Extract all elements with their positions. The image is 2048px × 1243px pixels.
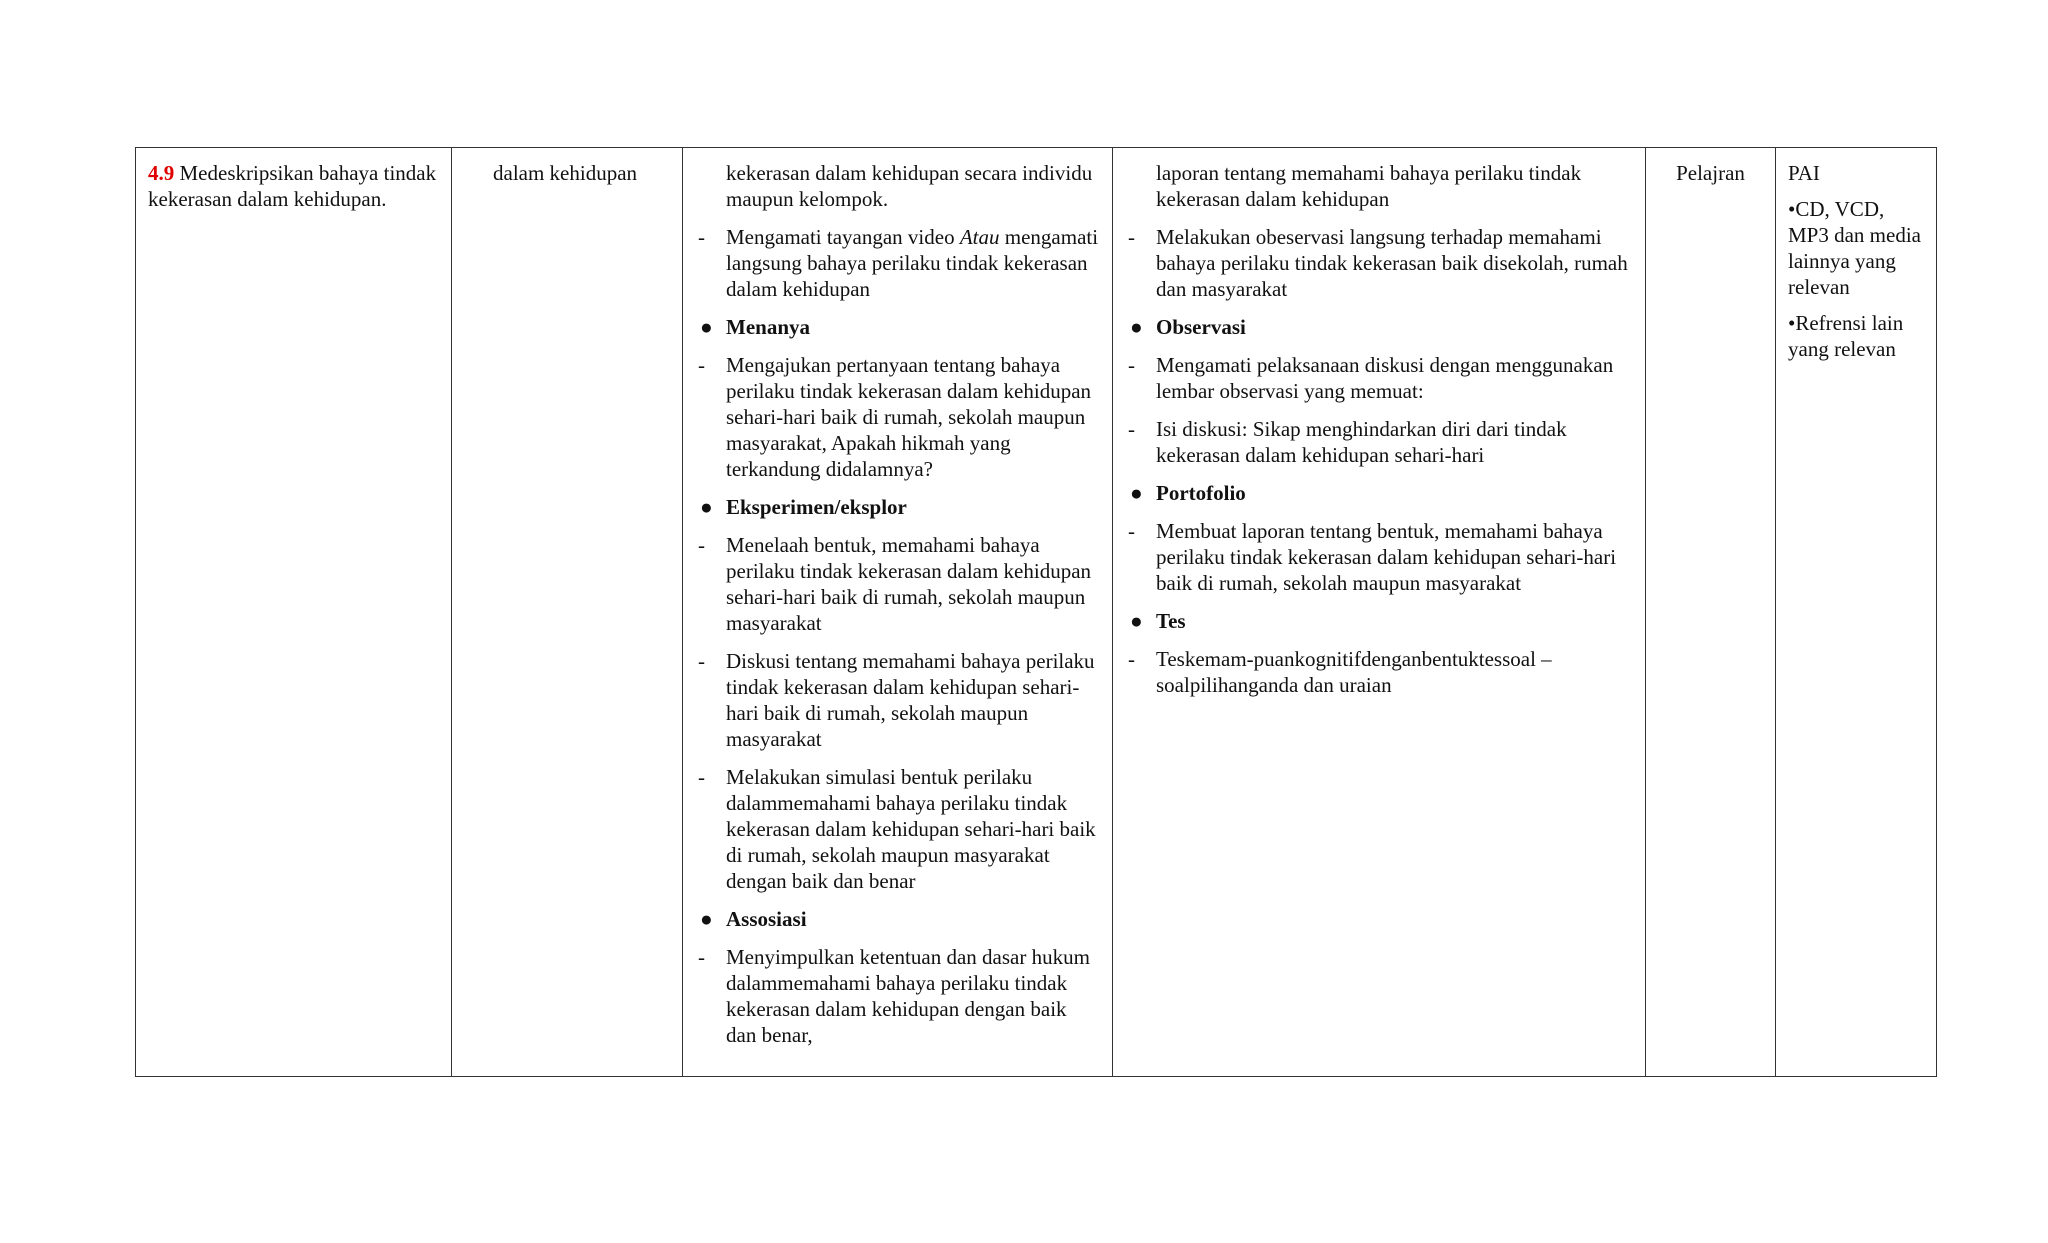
item-text: Membuat laporan tentang bentuk, memahami bahaya perilaku tindak kekerasan dalam kehidupan sehari-hari baik di rumah, sekolah maupun masyarakat <box>1156 519 1617 595</box>
item-text: Teskemam-puankognitifdenganbentuktessoal – soalpilihanganda dan uraian <box>1156 647 1552 697</box>
bullet-icon: ● <box>1130 315 1143 339</box>
materi-cell <box>452 148 683 1077</box>
sumber-item: •Refrensi lain yang relevan <box>1788 311 1904 361</box>
syllabus-table <box>135 147 1937 1077</box>
dash-marker: - <box>698 533 705 557</box>
list-item <box>695 352 1100 482</box>
item-text: mengamati langsung bahaya perilaku tindak kekerasan dalam kehidupan <box>726 225 1099 301</box>
materi-text: dalam kehidupan <box>493 161 638 185</box>
list-item <box>1125 224 1633 302</box>
dash-marker: - <box>698 225 705 249</box>
dash-marker: - <box>1128 647 1135 671</box>
section-heading <box>695 494 1100 520</box>
list-item <box>1125 518 1633 596</box>
heading-text: Portofolio <box>1156 481 1246 505</box>
list-item <box>1125 352 1633 404</box>
penilaian-intro: laporan tentang memahami bahaya perilaku tindak kekerasan dalam kehidupan <box>1156 161 1582 211</box>
list-item <box>695 532 1100 636</box>
section-heading <box>1125 480 1633 506</box>
list-item <box>695 648 1100 752</box>
item-italic-text: Atau <box>959 225 1000 249</box>
list-item <box>695 224 1100 302</box>
list-item <box>695 764 1100 894</box>
dash-marker: - <box>1128 353 1135 377</box>
bullet-icon: ● <box>700 495 713 519</box>
item-text: Melakukan obeservasi langsung terhadap memahami bahaya perilaku tindak kekerasan baik disekolah, rumah dan masyarakat <box>1156 225 1628 301</box>
heading-text: Eksperimen/eksplor <box>726 495 907 519</box>
sumber-item: •CD, VCD, MP3 dan media lainnya yang relevan <box>1788 197 1921 299</box>
item-text: Diskusi tentang memahami bahaya perilaku tindak kekerasan dalam kehidupan sehari-hari baik di rumah, sekolah maupun masyarakat <box>726 649 1095 751</box>
item-text: Menyimpulkan ketentuan dan dasar hukum dalammemahami bahaya perilaku tindak kekerasan dalam kehidupan dengan baik dan benar, <box>726 945 1090 1047</box>
bullet-icon: ● <box>700 315 713 339</box>
section-heading <box>695 314 1100 340</box>
dash-marker: - <box>698 649 705 673</box>
table-row <box>136 148 1937 1077</box>
item-text: Mengamati tayangan video <box>726 225 960 249</box>
bullet-icon: ● <box>1130 481 1143 505</box>
item-text: Melakukan simulasi bentuk perilaku dalammemahami bahaya perilaku tindak kekerasan dalam kehidupan sehari-hari baik di rumah, sekolah maupun masyarakat dengan baik dan benar <box>726 765 1096 893</box>
alokasi-waktu-cell <box>1646 148 1776 1077</box>
pembelajaran-cell <box>683 148 1113 1077</box>
section-heading <box>695 906 1100 932</box>
item-text: Isi diskusi: Sikap menghindarkan diri dari tindak kekerasan dalam kehidupan sehari-hari <box>1156 417 1567 467</box>
section-heading <box>1125 608 1633 634</box>
bullet-icon: ● <box>1130 609 1143 633</box>
alokasi-waktu-text: Pelajran <box>1676 161 1745 185</box>
kd-text: Medeskripsikan bahaya tindak kekerasan dalam kehidupan. <box>148 161 437 211</box>
dash-marker: - <box>698 353 705 377</box>
kd-number: 4.9 <box>148 161 175 185</box>
heading-text: Tes <box>1156 609 1186 633</box>
kompetensi-dasar-cell <box>136 148 452 1077</box>
dash-marker: - <box>1128 519 1135 543</box>
list-item <box>1125 416 1633 468</box>
dash-marker: - <box>1128 417 1135 441</box>
pembelajaran-intro: kekerasan dalam kehidupan secara individu maupun kelompok. <box>726 161 1093 211</box>
heading-text: Menanya <box>726 315 810 339</box>
item-text: Menelaah bentuk, memahami bahaya perilaku tindak kekerasan dalam kehidupan sehari-hari baik di rumah, sekolah maupun masyarakat <box>726 533 1092 635</box>
section-heading <box>1125 314 1633 340</box>
list-item <box>695 944 1100 1048</box>
bullet-icon: ● <box>700 907 713 931</box>
dash-marker: - <box>698 945 705 969</box>
item-text: Mengajukan pertanyaan tentang bahaya perilaku tindak kekerasan dalam kehidupan sehari-hari baik di rumah, sekolah maupun masyarakat, Apakah hikmah yang terkandung didalamnya? <box>726 353 1092 481</box>
heading-text: Observasi <box>1156 315 1246 339</box>
dash-marker: - <box>1128 225 1135 249</box>
list-item <box>1125 646 1633 698</box>
dash-marker: - <box>698 765 705 789</box>
heading-text: Assosiasi <box>726 907 807 931</box>
penilaian-cell <box>1113 148 1646 1077</box>
sumber-belajar-cell <box>1776 148 1937 1077</box>
item-text: Mengamati pelaksanaan diskusi dengan menggunakan lembar observasi yang memuat: <box>1156 353 1614 403</box>
sumber-title: PAI <box>1788 161 1820 185</box>
